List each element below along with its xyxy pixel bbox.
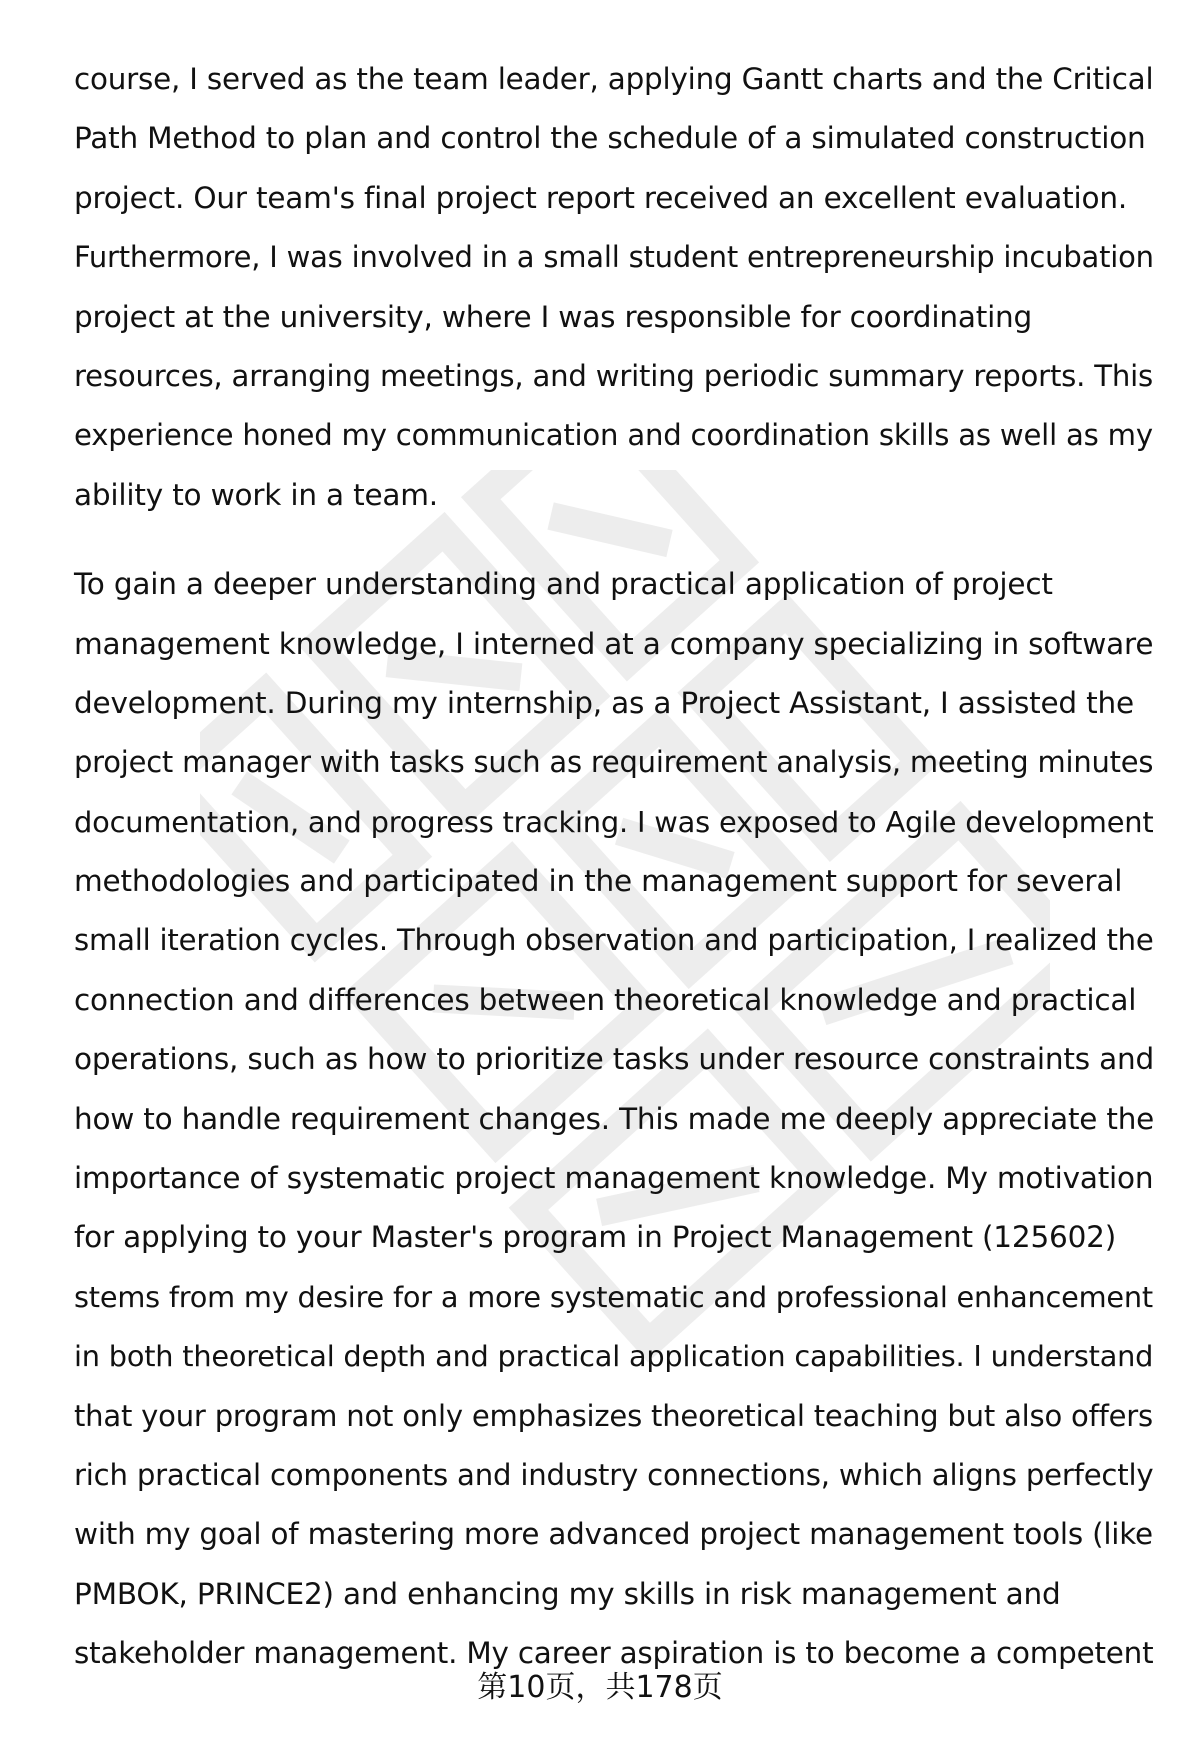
text-line: project at the university, where I was responsible for coordinating (74, 299, 1033, 334)
text-line: stems from my desire for a more systematic and professional enhancement (74, 1279, 1154, 1314)
paragraph-1 (74, 50, 1154, 525)
text-line: Furthermore, I was involved in a small student entrepreneurship incubation (74, 240, 1154, 275)
text-line: methodologies and participated in the management support for several (74, 864, 1123, 899)
text-line: PMBOK, PRINCE2) and enhancing my skills in risk management and (74, 1576, 1061, 1611)
text-line: management knowledge, I interned at a company specializing in software (74, 626, 1154, 661)
text-line: connection and differences between theoretical knowledge and practical (74, 982, 1137, 1017)
text-line: how to handle requirement changes. This made me deeply appreciate the (74, 1101, 1155, 1136)
paragraph-2 (74, 555, 1154, 1683)
text-line: stakeholder management. My career aspiration is to become a competent (74, 1636, 1154, 1671)
text-line: operations, such as how to prioritize tasks under resource constraints and (74, 1042, 1154, 1077)
text-line: resources, arranging meetings, and writing periodic summary reports. This (74, 358, 1154, 393)
text-line: rich practical components and industry connections, which aligns perfectly (74, 1457, 1154, 1492)
text-line: project manager with tasks such as requirement analysis, meeting minutes (74, 745, 1154, 780)
document-body (74, 50, 1154, 1684)
text-line: Path Method to plan and control the schedule of a simulated construction (74, 121, 1146, 156)
text-line: ability to work in a team. (74, 477, 438, 512)
text-line: development. During my internship, as a Project Assistant, I assisted the (74, 685, 1134, 720)
text-line: that your program not only emphasizes theoretical teaching but also offers (74, 1398, 1153, 1433)
text-line: course, I served as the team leader, applying Gantt charts and the Critical (74, 62, 1154, 96)
text-line: importance of systematic project management knowledge. My motivation (74, 1161, 1154, 1196)
text-line: for applying to your Master's program in Project Management (125602) (74, 1220, 1117, 1255)
text-line: small iteration cycles. Through observation and participation, I realized the (74, 923, 1154, 958)
text-line: documentation, and progress tracking. I was exposed to Agile development (74, 804, 1154, 839)
text-line: in both theoretical depth and practical application capabilities. I understand (74, 1339, 1154, 1374)
text-line: with my goal of mastering more advanced project management tools (like (74, 1517, 1153, 1552)
text-line: To gain a deeper understanding and practical application of project (74, 567, 1053, 602)
page-number-footer: 第10页，共178页 (477, 1670, 723, 1705)
text-line: project. Our team's final project report received an excellent evaluation. (74, 180, 1128, 215)
paragraph-gap (74, 525, 1154, 555)
text-line: experience honed my communication and coordination skills as well as my (74, 418, 1153, 453)
